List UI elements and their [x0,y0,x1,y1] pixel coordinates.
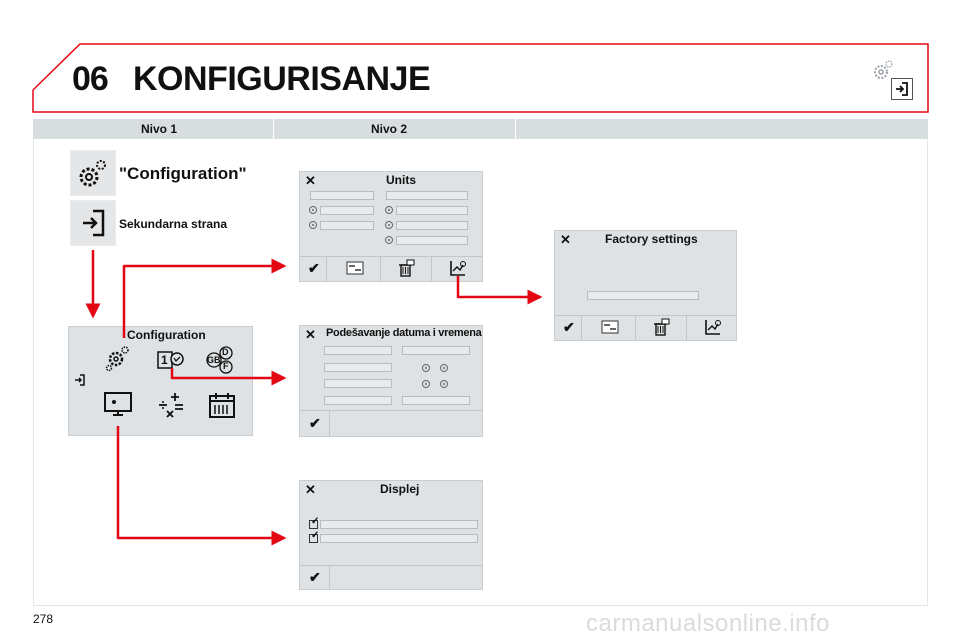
level-1-label: Nivo 1 [141,122,178,136]
radio-button[interactable] [309,206,317,214]
date-field[interactable] [324,363,392,372]
radio-button[interactable] [422,364,430,372]
date-field[interactable] [324,396,392,405]
calendar-icon[interactable] [207,391,237,419]
graph-icon [704,318,722,336]
date-time-icon[interactable] [157,349,185,371]
language-icon[interactable] [204,345,240,375]
watermark: carmanualsonline.info [586,610,830,637]
units-panel [299,171,483,282]
units-panel-title: Units [386,173,416,187]
check-icon: ✔ [563,319,575,335]
date-time-panel [299,325,483,437]
lang-f: F [223,361,229,371]
configuration-icon-tile [70,150,116,196]
configuration-panel-title: Configuration [127,328,206,342]
level-divider [273,119,274,139]
chapter-title: KONFIGURISANJE [133,60,431,98]
display-toolbar [300,565,482,589]
radio-button[interactable] [422,380,430,388]
gears-icon [71,151,115,195]
gears-icon[interactable] [103,343,133,373]
display-panel [299,480,483,590]
display-brightness-icon[interactable] [103,391,133,419]
level-2-label: Nivo 2 [371,122,408,136]
configuration-heading: "Configuration" [119,164,247,183]
units-field[interactable] [386,191,468,200]
date-field[interactable] [324,379,392,388]
units-field[interactable] [396,236,468,245]
factory-settings-panel [554,230,737,341]
delete-icon [398,259,416,277]
page-number: 278 [33,612,54,626]
units-field[interactable] [310,191,374,200]
units-field[interactable] [396,221,468,230]
delete-icon [653,318,671,336]
abc-icon [346,261,364,275]
close-icon[interactable]: ✕ [305,173,316,188]
factory-field[interactable] [587,291,699,300]
radio-button[interactable] [440,380,448,388]
close-icon[interactable]: ✕ [560,232,571,247]
lang-gb: GB [207,355,221,365]
display-field [320,534,478,543]
configuration-panel [68,326,253,436]
close-icon[interactable]: ✕ [305,482,316,497]
abc-icon [601,320,619,334]
close-icon[interactable]: ✕ [305,327,316,342]
display-field [320,520,478,529]
units-calc-icon[interactable] [157,391,187,419]
secondary-page-icon[interactable] [73,373,87,387]
lang-d: D [222,347,229,357]
date-field[interactable] [324,346,392,355]
date-time-toolbar [300,410,482,436]
units-field[interactable] [396,206,468,215]
check-icon: ✔ [309,569,321,585]
secondary-page-tile [70,200,116,246]
radio-button[interactable] [385,236,393,244]
radio-button[interactable] [385,206,393,214]
check-icon: ✔ [309,415,321,431]
radio-button[interactable] [440,364,448,372]
levels-bar [33,119,928,139]
date-field[interactable] [402,346,470,355]
date-time-title: Podešavanje datuma i vremena [326,327,482,339]
radio-button[interactable] [385,221,393,229]
display-checkbox[interactable] [309,520,318,529]
chapter-number: 06 [72,60,108,98]
clock-digit: 1 [161,353,168,367]
level-divider [515,119,516,139]
date-field[interactable] [402,396,470,405]
factory-settings-title: Factory settings [605,232,698,246]
secondary-page-icon [891,78,913,100]
units-field[interactable] [320,221,374,230]
secondary-page-label: Sekundarna strana [119,217,228,231]
graph-icon [449,259,467,277]
secondary-page-icon [71,201,115,245]
display-checkbox[interactable] [309,534,318,543]
units-field[interactable] [320,206,374,215]
display-panel-title: Displej [380,482,420,496]
check-icon: ✔ [308,260,320,276]
radio-button[interactable] [309,221,317,229]
